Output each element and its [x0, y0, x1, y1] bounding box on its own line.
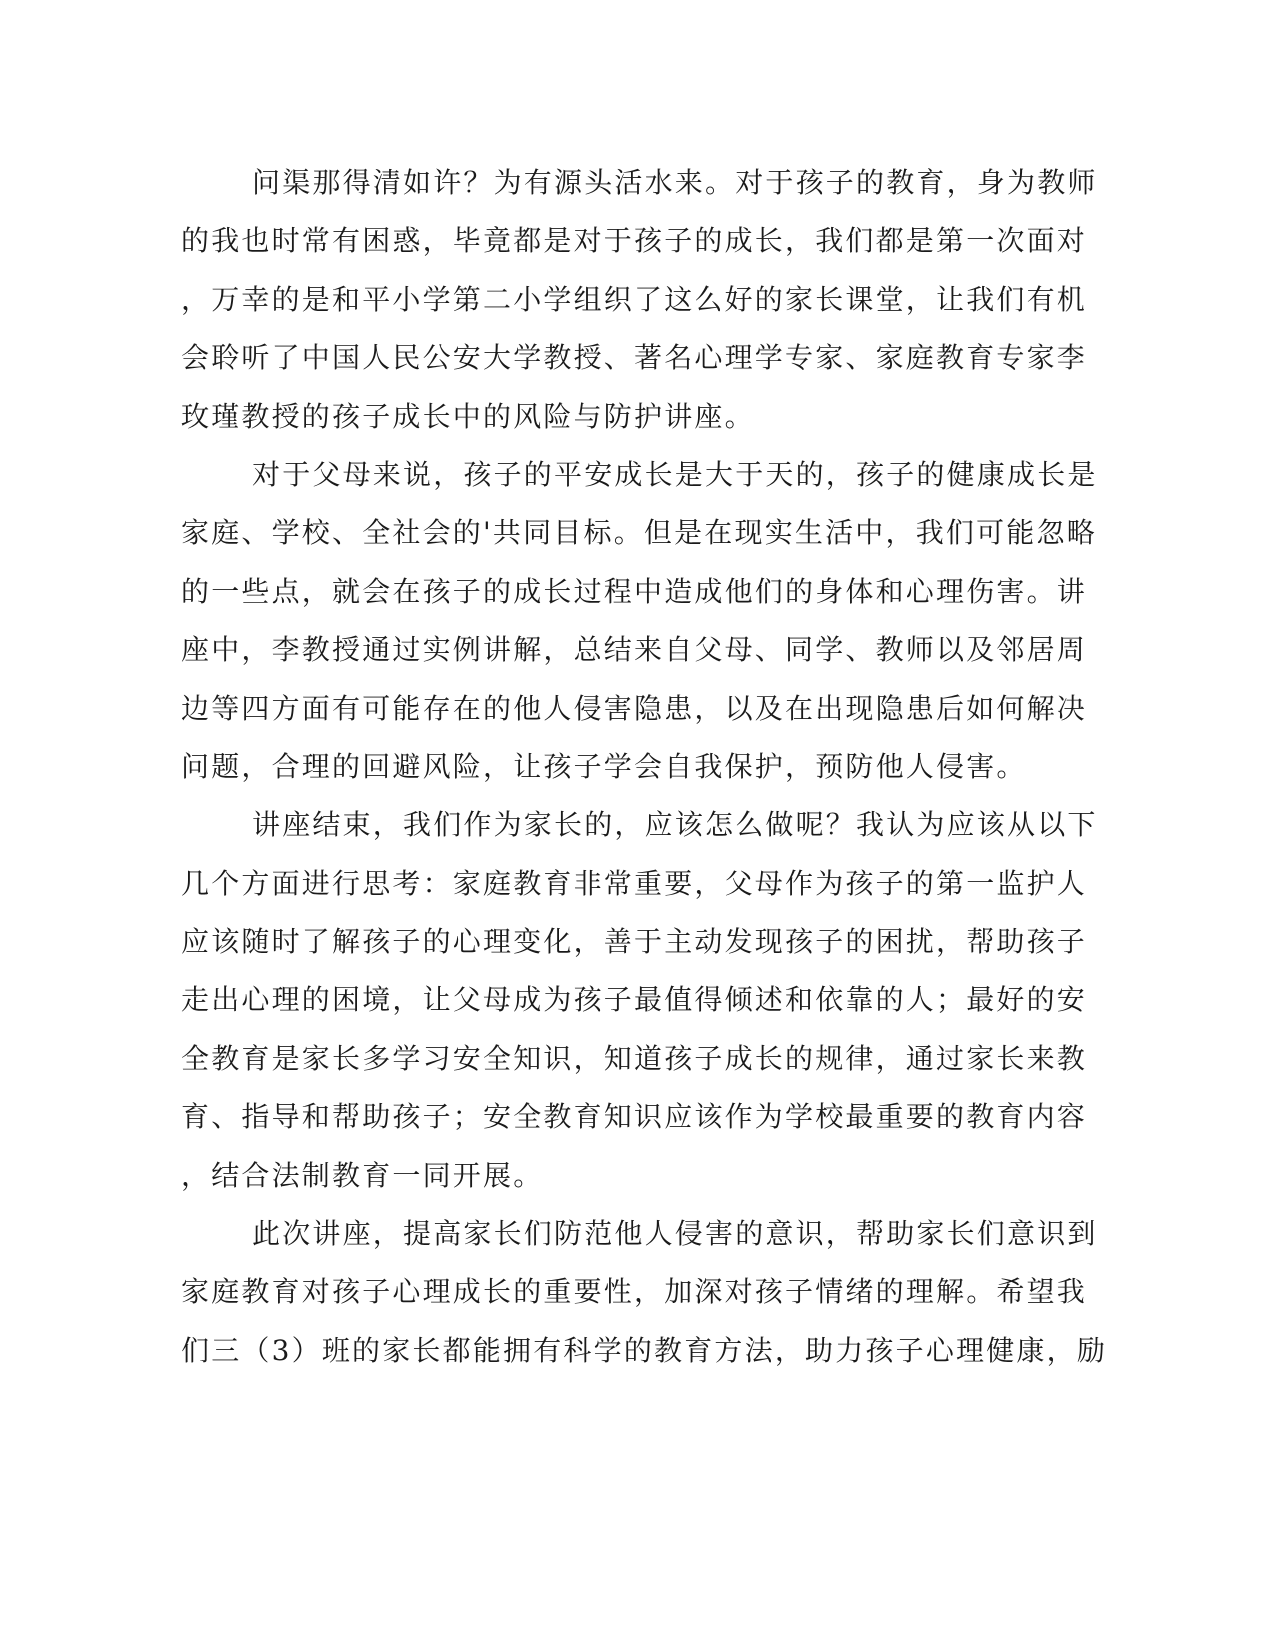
paragraph-3	[181, 796, 1098, 1205]
text-line: 家庭、学校、全社会的'共同目标。但是在现实生活中，我们可能忽略	[181, 516, 1097, 550]
text-line: ，结合法制教育一同开展。	[181, 1158, 544, 1192]
text-line: 对于父母来说，孩子的平安成长是大于天的，孩子的健康成长是	[252, 457, 1098, 491]
text-line: 的我也时常有困惑，毕竟都是对于孩子的成长，我们都是第一次面对	[181, 224, 1088, 258]
text-line: 的一些点，就会在孩子的成长过程中造成他们的身体和心理伤害。讲	[181, 574, 1088, 608]
text-line: ，万幸的是和平小学第二小学组织了这么好的家长课堂，让我们有机	[181, 282, 1088, 316]
text-line: 走出心理的困境，让父母成为孩子最值得倾述和依靠的人；最好的安	[181, 983, 1088, 1017]
text-line: 此次讲座，提高家长们防范他人侵害的意识，帮助家长们意识到	[252, 1217, 1098, 1251]
text-line: 座中，李教授通过实例讲解，总结来自父母、同学、教师以及邻居周	[181, 633, 1088, 667]
paragraph-4	[181, 1205, 1108, 1380]
text-line: 问渠那得清如许？为有源头活水来。对于孩子的教育，身为教师	[252, 166, 1098, 199]
text-line: 家庭教育对孩子心理成长的重要性，加深对孩子情绪的理解。希望我	[181, 1275, 1088, 1309]
text-line: 讲座结束，我们作为家长的，应该怎么做呢？我认为应该从以下	[252, 808, 1098, 842]
text-line: 应该随时了解孩子的心理变化，善于主动发现孩子的困扰，帮助孩子	[181, 925, 1088, 959]
text-line: 育、指导和帮助孩子；安全教育知识应该作为学校最重要的教育内容	[181, 1100, 1088, 1134]
text-line: 边等四方面有可能存在的他人侵害隐患，以及在出现隐患后如何解决	[181, 691, 1088, 725]
document-body	[181, 154, 1108, 1380]
paragraph-1	[181, 154, 1098, 446]
text-line: 们三（3）班的家长都能拥有科学的教育方法，助力孩子心理健康，励	[181, 1333, 1108, 1367]
text-line: 会聆听了中国人民公安大学教授、著名心理学专家、家庭教育专家李	[181, 341, 1088, 375]
text-line: 玫瑾教授的孩子成长中的风险与防护讲座。	[181, 399, 755, 433]
text-line: 全教育是家长多学习安全知识，知道孩子成长的规律，通过家长来教	[181, 1041, 1088, 1075]
text-line: 几个方面进行思考：家庭教育非常重要，父母作为孩子的第一监护人	[181, 866, 1088, 900]
text-line: 问题，合理的回避风险，让孩子学会自我保护，预防他人侵害。	[181, 749, 1027, 783]
paragraph-2	[181, 446, 1098, 796]
